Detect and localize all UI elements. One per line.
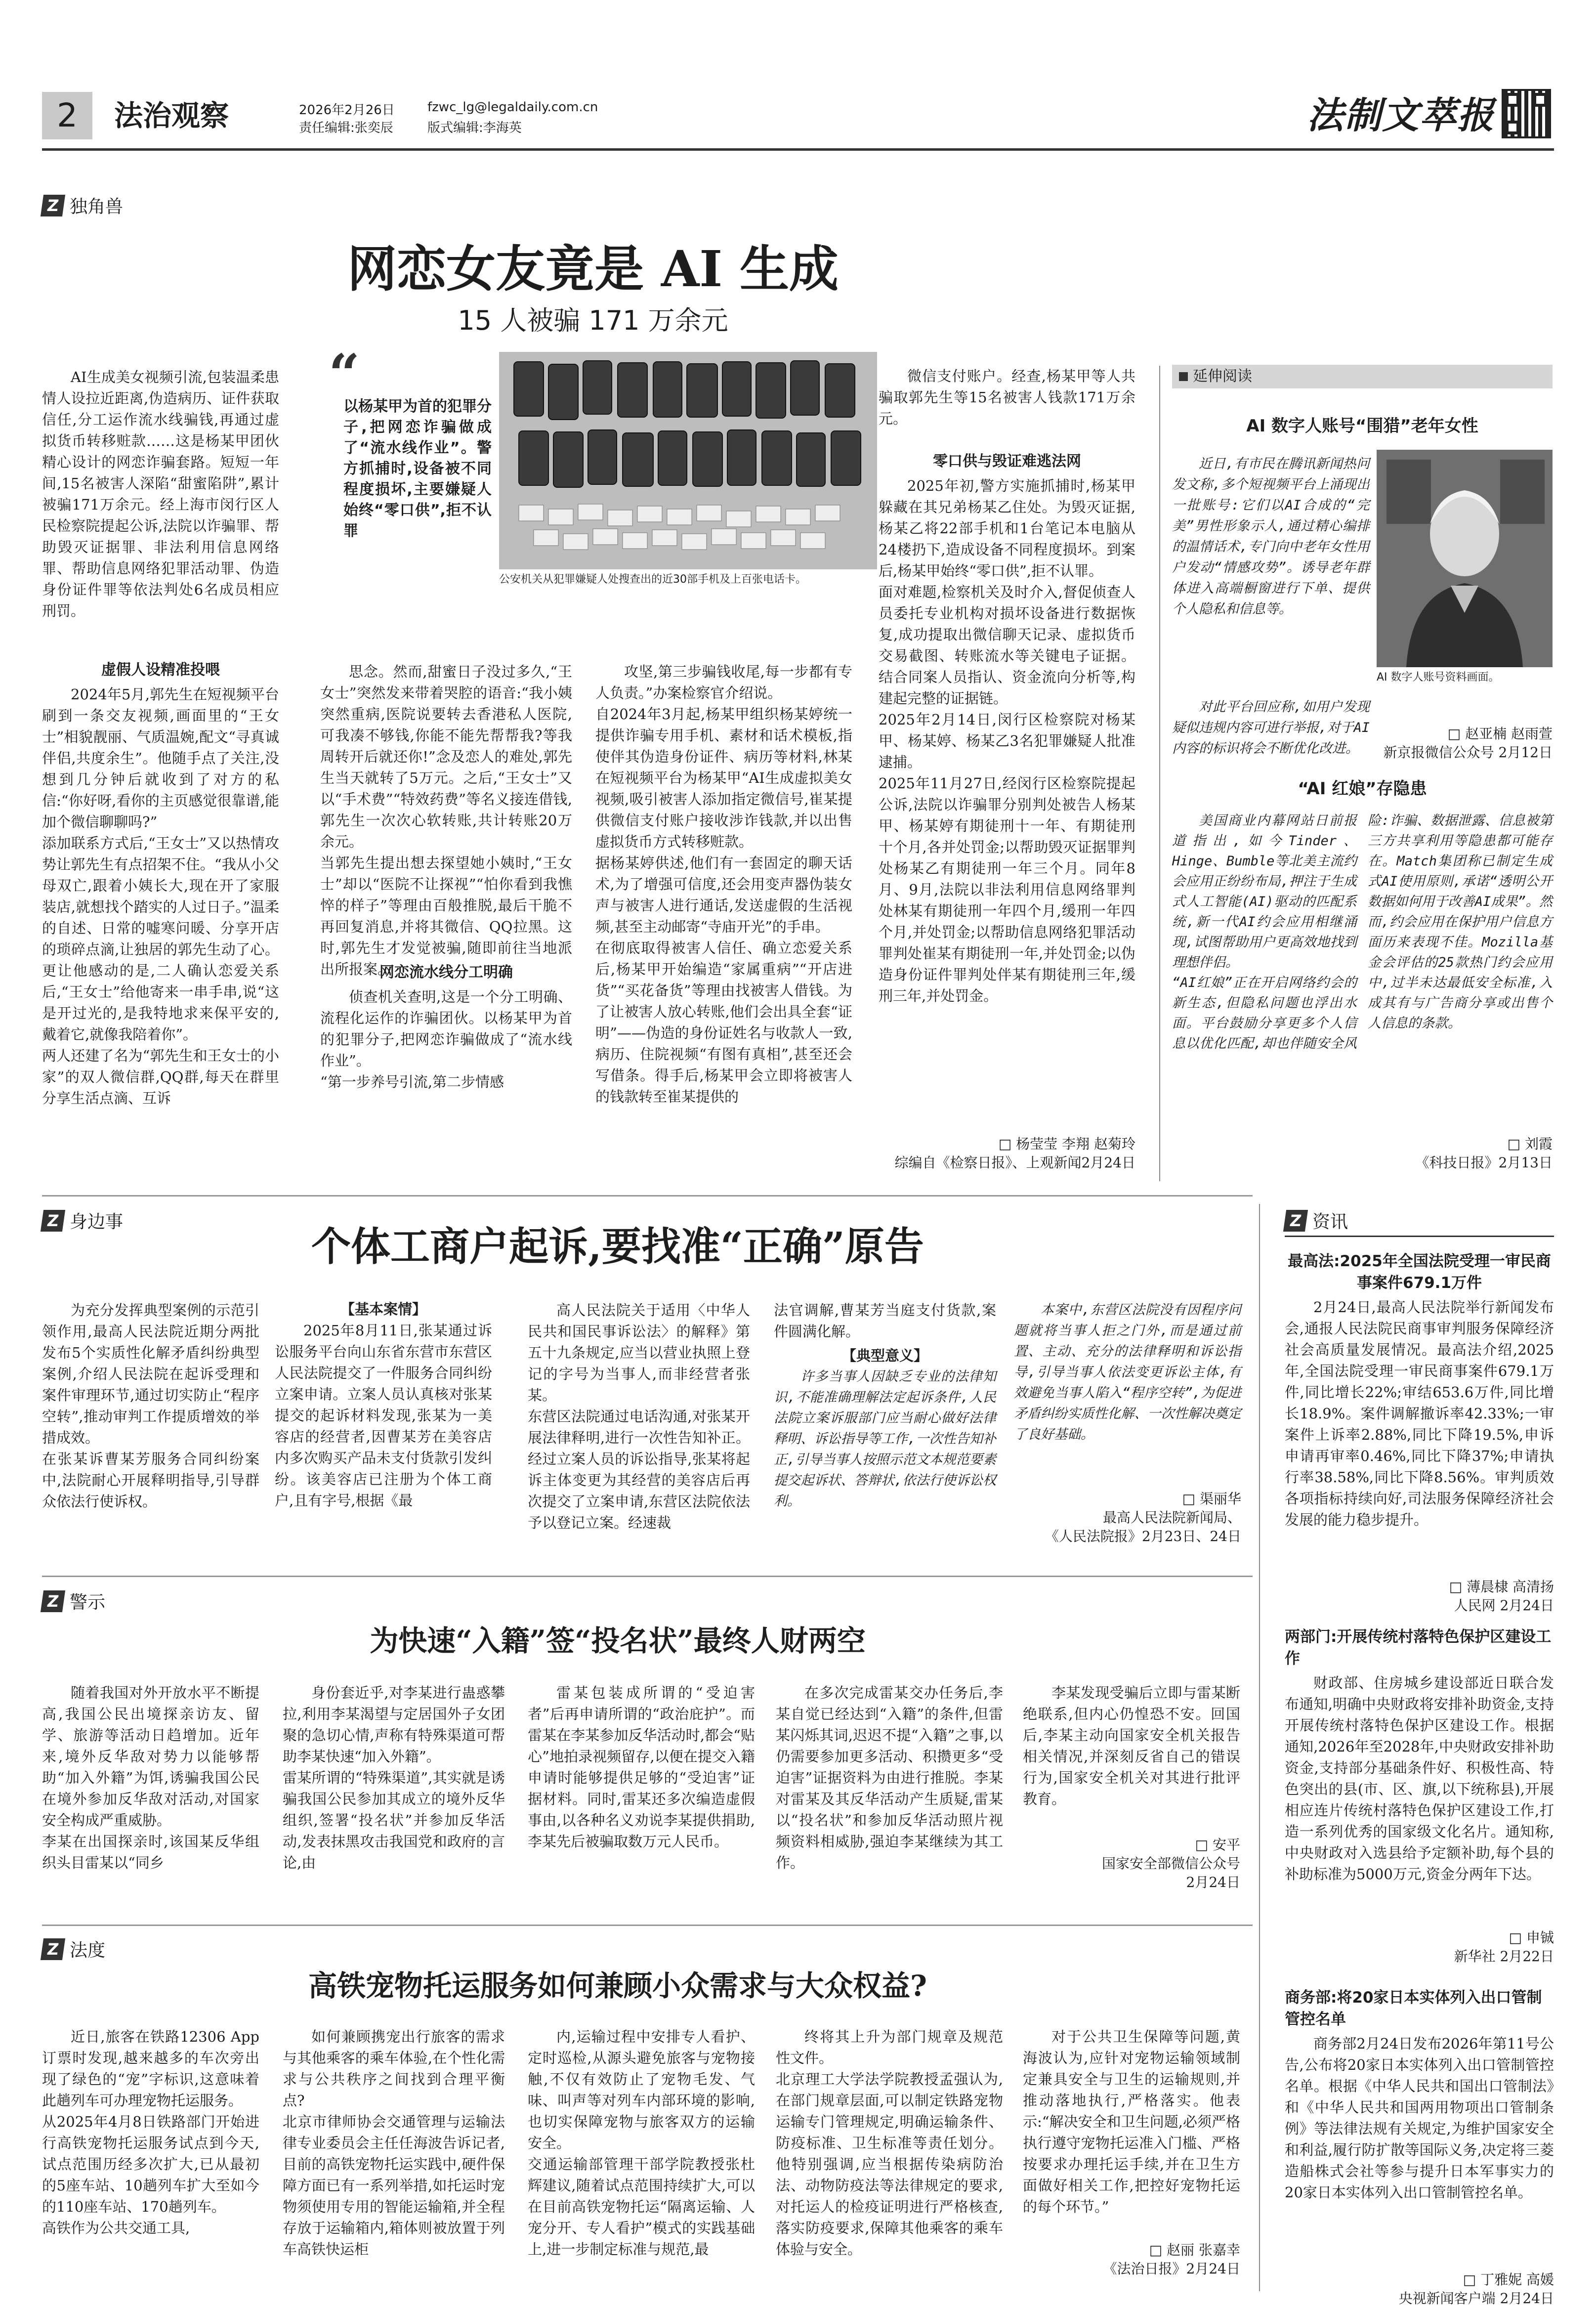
story2-col1: 为充分发挥典型案例的示范引领作用,最高人民法院近期分两批发布5个实质性化解矛盾纠纷典型案例,介绍人民法院在起诉受理和案件审理环节,通过切实防止“程序空转”,推动审判工作提质增效的举措成效。 在张某诉曹某芳服务合同纠纷案中,法院耐心开展释明指导,引导群众依法行使诉权。 xyxy=(42,1302,259,1510)
story1-lead: AI生成美女视频引流,包装温柔患情人设拉近距离,伪造病历、证件获取信任,分工运作流水线骗钱,再通过虚拟货币转移赃款……这是杨某甲团伙精心设计的网恋诈骗套路。短短一年间,15名被害人深陷“甜蜜陷阱”,累计被骗171万余元。经上海市闵行区人民检察院提起公诉,法院以诈骗罪、帮助毁灭证据罪、非法利用信息网络罪、帮助信息网络犯罪活动罪、伪造身份证件罪等依法判处6名成员相应刑罚。 xyxy=(42,369,279,619)
case-label: 【基本案情】 xyxy=(340,1301,426,1318)
section-mark-icon: Z xyxy=(41,1938,65,1960)
story2-col5: 本案中,东营区法院没有因程序问题就将当事人拒之门外,而是通过前置、主动、充分的法律释明和诉讼指导,引导当事人依法变更诉讼主体,有效避免当事人陷入“程序空转”,为促进矛盾纠纷实质性化解、一次性解决奠定了良好基础。 xyxy=(1014,1302,1241,1442)
sidebar-body2: 美国商业内幕网站日前报道指出,如今Tinder、Hinge、Bumble等北美主流约会应用正纷纷布局,押注于生成式人工智能(AI)驱动的匹配系统,新一代AI约会应用相继涌现,试图帮助用户更高效地找到理想伴侣。 “AI红娘”正在开启网络约会的新生态,但隐私问题也浮出水面。平台鼓励分享更多个人信息以优化匹配,却也伴随安全风险:诈骗、数据泄露、信息被第三方共享利用等隐患都可能存在。Match集团称已制定生成式AI使用原则,承诺“透明公开数据如何用于改善AI成果”。然而,约会应用在保护用户信息方面历来表现不佳。Mozilla基金会评估的25款热门约会应用中,过半未达最低安全标准,入成其有与广告商分享或出售个人信息的条款。 xyxy=(1172,813,1553,1051)
page-number: 2 xyxy=(42,92,92,139)
section-tag-law: Z 法度 xyxy=(42,1936,105,1962)
story1-quote: “ 以杨某甲为首的犯罪分子,把网恋诈骗做成了“流水线作业”。警方抓捕时,设备被不同程度损坏,主要嫌疑人始终“零口供”,拒不认罪 xyxy=(329,342,492,540)
story1-col1: 2024年5月,郭先生在短视频平台刷到一条交友视频,画面里的“王女士”相貌靓丽、气质温婉,配文“寻真诚伴侣,共度余生”。他随手点了关注,没想到几分钟后就收到了对方的私信:“你好呀,看你的主页感觉很靠谱,能加个微信聊聊吗?” 添加联系方式后,“王女士”又以热情攻势让郭先生有点招架不住。“我从小父母双亡,跟着小姨长大,现在开了家服装店,就想找个踏实的人过日子。”温柔的自述、日常的嘘寒问暖、分享开店的琐碎点滴,让独居的郭先生动了心。更让他感动的是,二人确认恋爱关系后,“王女士”给他寄来一串手串,说“这是开过光的,是我特地求来保平安的,戴着它,就像我陪着你”。 两人还建了名为“郭先生和王女士的小家”的双人微信群,QQ群,每天在群里分享生活点滴、互诉 xyxy=(42,686,279,1107)
story4-col2: 如何兼顾携宠出行旅客的需求与其他乘客的乘车体验,在个性化需求与公共秩序之间找到合理平衡点? 北京市律师协会交通管理与运输法律专业委员会主任任海波告诉记者,目前的高铁宠物托运实践中,硬件保障方面已有一系列举措,如托运时宠物须使用专用的智能运输箱,并全程存放于运输箱内,箱体则被放置于列车高铁快运柜 xyxy=(283,2028,505,2258)
story3-col3: 雷某包装成所谓的“受迫害者”后再申请所谓的“政治庇护”。而雷某在李某参加反华活动时,都会“贴心”地拍录视频留存,以便在提交入籍申请时能够提供足够的“受迫害”证据材料。同时,雷某还多次编造虚假事由,以各种名义劝说李某提供捐助,李某先后被骗取数万元人民币。 xyxy=(528,1684,755,1850)
news-item-byline: □ 丁雅妮 高媛 央视新闻客户端 2月24日 xyxy=(1398,2271,1554,2307)
story2-col4 xyxy=(774,1300,996,1557)
issue-date: 2026年2月26日 xyxy=(299,103,395,118)
news-item-body: 商务部2月24日发布2026年第11号公告,公布将20家日本实体列入出口管制管控名单。根据《中华人民共和国出口管制法》和《中华人民共和国两用物项出口管制条例》等法律法规有关规定,为维护国家安全和利益,履行防扩散等国际义务,决定将三菱造船株式会社等参与提升日本军事实力的20家日本实体列入出口管制管控名单。 xyxy=(1285,2035,1554,2201)
person-photo-caption: AI 数字人账号资料画面。 xyxy=(1377,671,1500,684)
sidebar-byline1: □ 赵亚楠 赵雨萱 新京报微信公众号 2月12日 xyxy=(1383,726,1553,761)
news-divider xyxy=(1259,1204,1260,2291)
news-item-title: 两部门:开展传统村落特色保护区建设工作 xyxy=(1285,1628,1552,1668)
story2-byline: □ 渠丽华 最高人民法院新闻局、 《人民法院报》2月23日、24日 xyxy=(1045,1491,1241,1544)
person-photo xyxy=(1377,450,1553,667)
story4-col4: 终将其上升为部门规章及规范性文件。 北京理工大学法学院教授孟强认为,在部门规章层面,可以制定铁路宠物运输专门管理规定,明确运输条件、防疫标准、卫生标准等责任划分。他特别强调,应当根据传染病防治法、动物防疫法等法律规定的要求,对托运人的检疫证明进行严格核查,落实防疫要求,保障其他乘客的乘车体验与安全。 xyxy=(776,2028,1003,2258)
quote-mark-icon: “ xyxy=(329,342,360,406)
news-rule xyxy=(1285,1236,1554,1237)
sidebar-label: 延伸阅读 xyxy=(1172,365,1553,388)
news-item-2 xyxy=(1285,1626,1554,1966)
story3-col2: 身份套近乎,对李某进行蛊惑攀拉,利用李某渴望与定居国外子女团聚的急切心情,声称有特殊渠道可帮助李某快速“加入外籍”。 雷某所谓的“特殊渠道”,其实就是诱骗我国公民参加其成立的境外反华组织,签署“投名状”并参加反华活动,发表抹黑攻击我国党和政府的言论,由 xyxy=(283,1684,505,1871)
sidebar-body1a: 近日,有市民在腾讯新闻热问发文称,多个短视频平台上涌现出一批账号:它们以AI合成的“完美”男性形象示人,通过精心编排的温情话术,专门向中老年女性用户发动“情感攻势”。诱导老年群体进入高端橱窗进行下单、提供个人隐私和信息等。 xyxy=(1172,456,1370,617)
story3-byline: □ 安平 国家安全部微信公众号 2月24日 xyxy=(1101,1837,1240,1890)
story1-subhead3: 零口供与毁证难逃法网 xyxy=(933,453,1081,470)
story1-col4a: 微信支付账户。经查,杨某甲等人共骗取郭先生等15名被害人钱款171万余元。 xyxy=(879,368,1135,427)
designer-credit: 版式编辑:李海英 xyxy=(427,121,522,135)
story1-subheadline: 15 人被骗 171 万余元 xyxy=(458,305,728,336)
case-text: 2025年8月11日,张某通过诉讼服务平台向山东省东营市东营区人民法院提交了一件服务合同纠纷立案申请。立案人员认真核对张某提交的起诉材料发现,张某为一美容店的经营者,因曹某芳在美容店内多次购买产品未支付货款引发纠纷。该美容店已注册为个体工商户,且有字号,根据《最 xyxy=(275,1322,492,1509)
story3-col4: 在多次完成雷某交办任务后,李某自觉已经达到“入籍”的条件,但雷某闪烁其词,迟迟不提“入籍”之事,以仍需要参加更多活动、积攒更多“受迫害”证据资料为由进行推脱。李某对雷某及其反华活动产生质疑,雷某以“投名状”和参加反华活动照片视频资料相威胁,强迫李某继续为其工作。 xyxy=(776,1684,1003,1871)
editor-credit: 责任编辑:张奕辰 xyxy=(299,121,393,135)
significance-text: 许多当事人因缺乏专业的法律知识,不能准确理解法定起诉条件,人民法院立案诉服部门应当耐心做好法律释明、诉讼指导等工作,一次性告知补正,引导当事人按照示范文本规范要素提交起诉状、答辩状,依法行使诉讼权利。 xyxy=(774,1369,996,1509)
story3-col1: 随着我国对外开放水平不断提高,我国公民出境探亲访友、留学、旅游等活动日趋增加。近年来,境外反华敌对势力以能够帮助“加入外籍”为饵,诱骗我国公民在境外参加反华敌对活动,对国家安全构成严重威胁。 李某在出国探亲时,该国某反华组织头目雷某以“同乡 xyxy=(42,1684,259,1871)
news-item-title: 最高法:2025年全国法院受理一审民商事案件679.1万件 xyxy=(1288,1252,1551,1292)
news-item-byline: □ 薄晨棣 高清扬 人民网 2月24日 xyxy=(1449,1579,1554,1614)
story1-col3: 攻坚,第三步骗钱收尾,每一步都有专人负责。”办案检察官介绍说。 自2024年3月起,杨某甲组织杨某婷统一提供诈骗专用手机、素材和话术模板,指使伴其伪造身份证件、病历等材料,林某在短视频平台为杨某甲“AI生成虚拟美女视频,吸引被害人添加指定微信号,崔某提供微信支付账户接收涉诈钱款,并以出售虚拟货币方式转移赃款。 据杨某婷供述,他们有一套固定的聊天话术,为了增强可信度,还会用变声器伪装女声与被害人进行通话,发送虚假的生活视频,甚至主动邮寄“寺庙开光”的手串。 在彻底取得被害人信任、确立恋爱关系后,杨某甲开始编造“家属重病”“开店进货”“买花备货”等理由找被害人借钱。为了让被害人放心转账,他们会出具全套“证明”——伪造的身份证姓名与收款人一致,病历、住院视频“有图有真相”,甚至还会写借条。得手后,杨某甲会立即将被害人的钱款转至崔某提供的 xyxy=(595,663,852,1105)
section-mark-icon: Z xyxy=(41,195,65,216)
evidence-photo xyxy=(499,352,877,569)
story1-subhead1: 虚假人设精准投喂 xyxy=(101,661,220,679)
story1-byline: □ 杨莹莹 李翔 赵菊玲 综编自《检察日报》、上观新闻2月24日 xyxy=(894,1136,1135,1171)
story4-col1: 近日,旅客在铁路12306 App订票时发现,越来越多的车次旁出现了绿色的“宠”字标识,这意味着此趟列车可办理宠物托运服务。 从2025年4月8日铁路部门开始进行高铁宠物托运服务试点到今天,试点范围历经多次扩大,已从最初的5座车站、10趟列车扩大至如今的110座车站、170趟列车。 高铁作为公共交通工具, xyxy=(42,2028,259,2236)
square-icon xyxy=(1179,372,1188,381)
significance-label: 【典型意义】 xyxy=(841,1347,928,1364)
story2-headline: 个体工商户起诉,要找准“正确”原告 xyxy=(311,1223,924,1270)
resolution-text: 法官调解,曹某芳当庭支付货款,案件圆满化解。 xyxy=(774,1302,996,1340)
story1-headline: 网恋女友竟是 AI 生成 xyxy=(347,240,839,298)
masthead-rule xyxy=(42,148,1554,151)
story4-byline: □ 赵丽 张嘉幸 《法治日报》2月24日 xyxy=(1103,2242,1240,2277)
news-item-body: 2月24日,最高人民法院举行新闻发布会,通报人民法院民商事审判服务保障经济社会高质量发展情况。最高法介绍,2025年,全国法院受理一审民商事案件679.1万件,同比增长22%;审结653.6万件,同比增长18.9%。案件调解撤诉率42.33%;一审案件上诉率2.88%,同比下降19.5%,申诉申请再审率0.46%,同比下降37%;申请执行率38.58%,同比下降8.56%。审判质效各项指标持续向好,司法服务保障经济社会发展的能力稳步提升。 xyxy=(1285,1299,1554,1528)
sidebar-divider xyxy=(1159,366,1160,1181)
section-mark-icon: Z xyxy=(41,1210,65,1232)
rule-story2 xyxy=(42,1576,1253,1577)
sidebar-title1: AI 数字人账号“围猎”老年女性 xyxy=(1246,416,1478,436)
story1-col2: 思念。然而,甜蜜日子没过多久,“王女士”突然发来带着哭腔的语音:“我小姨突然重病,医院说要转去香港私人医院,可我凑不够钱,你能不能先帮帮我?等我周转开后就还你!”念及恋人的难处,郭先生当天就转了5万元。之后,“王女士”又以“手术费”“特效药费”等名义接连借钱,郭先生一次次心软转账,共计转账20万余元。 当郭先生提出想去探望她小姨时,“王女士”却以“医院不让探视”“怕你看到我憔悴的样子”等理由百般推脱,最后干脆不再回复消息,并将其微信、QQ拉黑。这时,郭先生才发觉被骗,随即前往当地派出所报案。 xyxy=(320,663,572,978)
news-item-body: 财政部、住房城乡建设部近日联合发布通知,明确中央财政将安排补助资金,支持开展传统村落特色保护区建设工作。根据通知,2026年至2028年,中央财政安排补助资金,支持部分基础条件好、积极性高、特色突出的县(市、区、旗,以下统称县),开展相应连片传统村落特色保护区建设工作,打造一系列优秀的国家级文化名片。通知称,中央财政对入选县给予定额补助,每个县的补助标准为5000万元,资金分两年下达。 xyxy=(1285,1674,1554,1883)
section-mark-icon: Z xyxy=(1283,1210,1308,1232)
story2-col2 xyxy=(275,1299,492,1556)
section-mark-icon: Z xyxy=(41,1590,65,1612)
section-tag-news: Z 资讯 xyxy=(1285,1208,1348,1233)
section-tag-warning: Z 警示 xyxy=(42,1588,105,1614)
story3-col5: 李某发现受骗后立即与雷某断绝联系,但内心仍惶恐不安。回国后,李某主动向国家安全机关报告相关情况,并深刻反省自己的错误行为,国家安全机关对其进行批评教育。 xyxy=(1023,1684,1240,1807)
story1-col2c: 侦查机关查明,这是一个分工明确、流程化运作的诈骗团伙。以杨某甲为首的犯罪分子,把网恋诈骗做成了“流水线作业”。 “第一步养号引流,第二步情感 xyxy=(320,988,572,1090)
news-item-1 xyxy=(1285,1250,1554,1615)
story3-headline: 为快速“入籍”签“投名状”最终人财两空 xyxy=(370,1624,866,1658)
section-title: 法治观察 xyxy=(114,99,229,132)
story1-col4b: 2025年初,警方实施抓捕时,杨某甲躲藏在其兄弟杨某乙住处。为毁灭证据,杨某乙将22部手机和1台笔记本电脑从24楼扔下,造成设备不同程度损坏。到案后,杨某甲始终“零口供”,拒不认罪。 面对难题,检察机关及时介入,督促侦查人员委托专业机构对损坏设备进行数据恢复,成功提取出微信聊天记录、虚拟货币交易截图、转账流水等关键电子证据。结合同案人员指认、资金流向分析等,构建起完整的证据链。 2025年2月14日,闵行区检察院对杨某甲、杨某婷、杨某乙3名犯罪嫌疑人批准逮捕。 2025年11月27日,经闵行区检察院提起公诉,法院以诈骗罪分别判处被告人杨某甲、杨某婷有期徒刑十一年、有期徒刑十个月,各并处罚金;以帮助毁灭证据罪判处杨某乙有期徒刑一年三个月。同年8月、9月,法院以非法利用信息网络罪判处林某有期徒刑一年四个月,缓刑一年四个月,并处罚金;以帮助信息网络犯罪活动罪判处崔某有期徒刑一年,并处罚金;以伪造身份证件罪判处伴某有期徒刑三年,缓刑三年,并处罚金。 xyxy=(879,477,1135,1004)
news-item-byline: □ 申铖 新华社 2月22日 xyxy=(1454,1929,1554,1965)
story4-col5: 对于公共卫生保障等问题,黄海波认为,应针对宠物运输领域制定兼具安全与卫生的运输规则,并推动落地执行,严格落实。他表示:“解决安全和卫生问题,必须严格执行遵守宠物托运准入门槛、严格按要求办理托运手续,并在卫生方面做好相关工作,把控好宠物托运的每个环节。” xyxy=(1023,2028,1240,2215)
section-tag-unicorn: Z 独角兽 xyxy=(42,193,123,218)
rule-story3 xyxy=(42,1925,1253,1926)
email: fzwc_lg@legaldaily.com.cn xyxy=(427,100,598,115)
story2-col3: 高人民法院关于适用〈中华人民共和国民事诉讼法〉的解释》第五十九条规定,应当以营业执照上登记的字号为当事人,而非经营者张某。 东营区法院通过电话沟通,对张某开展法律释明,进行一次性告知补正。经过立案人员的诉讼指导,张某将起诉主体变更为其经营的美容店后再次提交了立案申请,东营区法院依法予以登记立案。经速裁 xyxy=(528,1302,750,1531)
paper-logo: 法制文萃报 xyxy=(1307,94,1495,137)
portrait-image xyxy=(1377,450,1553,667)
news-item-3 xyxy=(1285,1987,1554,2308)
sidebar-body1b: 对此平台回应称,如用户发现疑似违规内容可进行举报,对于AI内容的标识将会不断优化改进。 xyxy=(1172,699,1370,756)
qr-code-icon[interactable] xyxy=(1502,89,1551,138)
story4-headline: 高铁宠物托运服务如何兼顾小众需求与大众权益? xyxy=(308,1969,927,2003)
sidebar-byline2: □ 刘霞 《科技日报》2月13日 xyxy=(1415,1136,1553,1171)
masthead xyxy=(42,92,1554,146)
story1-subhead2: 网恋流水线分工明确 xyxy=(379,964,513,981)
sidebar-title2: “AI 红娘”存隐患 xyxy=(1298,779,1427,799)
news-item-title: 商务部:将20家日本实体列入出口管制管控名单 xyxy=(1285,1989,1542,2028)
photo-caption: 公安机关从犯罪嫌疑人处搜查出的近30部手机及上百张电话卡。 xyxy=(499,573,806,586)
rule-story1 xyxy=(42,1195,1253,1197)
phones-image xyxy=(499,352,877,569)
story4-col3: 内,运输过程中安排专人看护、定时巡检,从源头避免旅客与宠物接触,不仅有效防止了宠物毛发、气味、叫声等对列车内部环境的影响,也切实保障宠物与旅客双方的运输安全。 交通运输部管理干部学院教授张杜辉建议,随着试点范围持续扩大,可以在目前高铁宠物托运“隔离运输、人宠分开、专人看护”模式的实践基础上,进一步制定标准与规范,最 xyxy=(528,2028,755,2258)
section-tag-local: Z 身边事 xyxy=(42,1208,123,1233)
